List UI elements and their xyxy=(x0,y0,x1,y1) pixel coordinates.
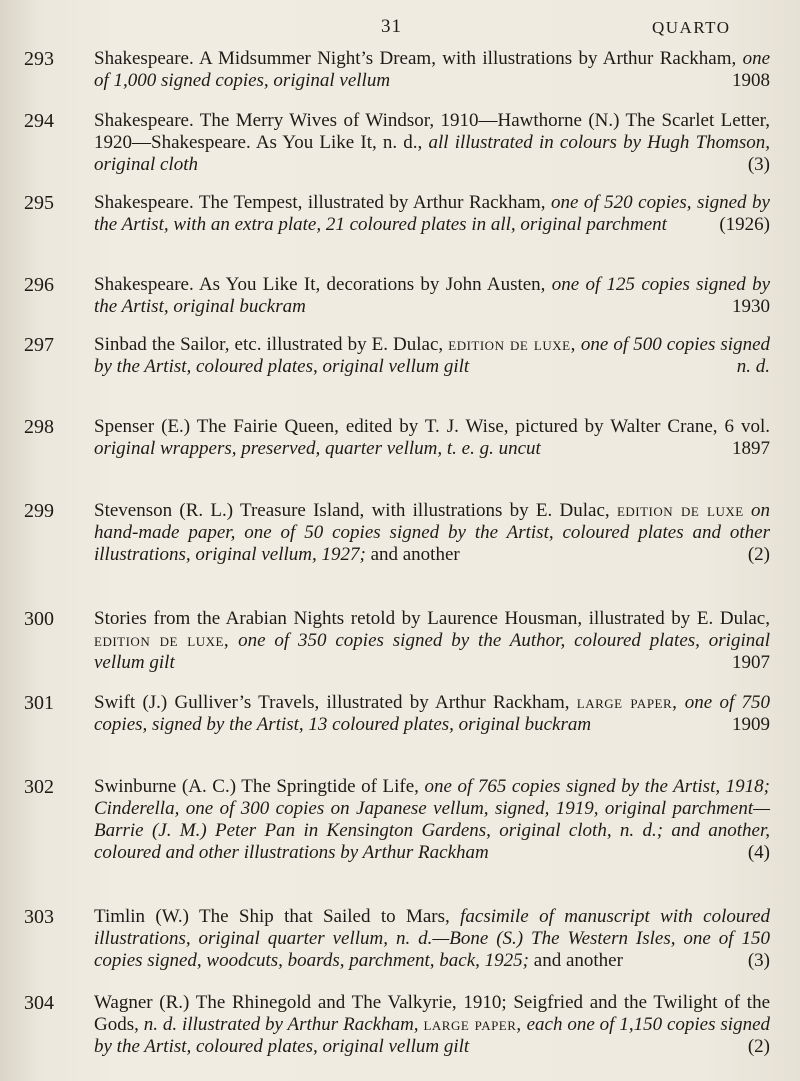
lot-smallcaps: large paper, xyxy=(423,1014,522,1035)
lot-smallcaps: edition de luxe xyxy=(616,500,744,521)
lot-number: 297 xyxy=(24,334,54,356)
lot-description xyxy=(74,500,770,566)
lot-quantity: (2) xyxy=(747,544,770,565)
lot-smallcaps: edition de luxe, xyxy=(94,630,230,651)
lot-number: 303 xyxy=(24,906,54,928)
lot-description xyxy=(74,692,770,736)
lot-text: Timlin (W.) The Ship that Sailed to Mars, xyxy=(94,906,450,927)
lot-description xyxy=(74,776,770,864)
lot-italic: n. d. illustrated by Arthur Rackham, xyxy=(143,1014,419,1035)
lot-text: Swinburne (A. C.) The Springtide of Life, xyxy=(94,776,419,797)
lot-italic: on hand-made paper, one of 50 copies signed by the Artist, coloured plates and other illustrations, original vellum, 1927; xyxy=(94,500,770,565)
lot-number: 298 xyxy=(24,416,54,438)
section-title: QUARTO xyxy=(652,18,731,37)
lot-text: Shakespeare. A Midsummer Night’s Dream, with illustrations by Arthur Rackham, xyxy=(94,48,737,69)
lot-tail: and another xyxy=(533,950,623,971)
lot-smallcaps: large paper, xyxy=(576,692,678,713)
lot-description xyxy=(74,274,770,318)
lot-date: (1926) xyxy=(719,214,770,235)
lot-text: Stevenson (R. L.) Treasure Island, with illustrations by E. Dulac, xyxy=(94,500,610,521)
lot-quantity: (3) xyxy=(747,154,770,175)
lot-number: 293 xyxy=(24,48,54,70)
lot-number: 302 xyxy=(24,776,54,798)
lot-description xyxy=(74,608,770,674)
lot-italic: one of 520 copies, signed by the Artist, with an extra plate, 21 coloured plates in all, original parchment xyxy=(94,192,770,235)
lot-italic: original wrappers, preserved, quarter vellum, t. e. g. uncut xyxy=(94,438,541,459)
lot-number: 301 xyxy=(24,692,54,714)
lot-quantity: (2) xyxy=(747,1036,770,1057)
lot-date: 1930 xyxy=(732,296,770,317)
lot-date: n. d. xyxy=(736,356,770,377)
lot-number: 304 xyxy=(24,992,54,1014)
lot-quantity: (3) xyxy=(747,950,770,971)
lot-italic: one of 765 copies signed by the Artist, 1918; Cinderella, one of 300 copies on Japanese vellum, signed, 1919, original parchment—Barrie (J. M.) Peter Pan in Kensington Gardens, original cloth, n. d.; and another, coloured and other illustrations by Arthur Rackham xyxy=(94,776,771,863)
lot-italic: one of 500 copies signed by the Artist, coloured plates, original vellum gilt xyxy=(94,334,771,377)
lot-description xyxy=(74,48,770,92)
lot-text: Shakespeare. The Merry Wives of Windsor, 1910—Hawthorne (N.) The Scarlet Letter, 1920—Shakespeare. As You Like It, n. d., xyxy=(94,110,770,153)
page-header xyxy=(0,16,800,40)
lot-text: Stories from the Arabian Nights retold by Laurence Housman, illustrated by E. Dulac, xyxy=(94,608,770,629)
lot-italic: one of 1,000 signed copies, original vellum xyxy=(94,48,771,91)
lot-number: 294 xyxy=(24,110,54,132)
lot-number: 295 xyxy=(24,192,54,214)
lot-text: Swift (J.) Gulliver’s Travels, illustrated by Arthur Rackham, xyxy=(94,692,570,713)
lot-number: 299 xyxy=(24,500,54,522)
lot-description xyxy=(74,906,770,972)
lot-text: Sinbad the Sailor, etc. illustrated by E. Dulac, xyxy=(94,334,444,355)
lot-italic: facsimile of manuscript with coloured illustrations, original quarter vellum, n. d.—Bone (S.) The Western Isles, one of 150 copies signed, woodcuts, boards, parchment, back, 1925; xyxy=(94,906,770,971)
lot-text: Wagner (R.) The Rhinegold and The Valkyrie, 1910; Seigfried and the Twilight of the Gods, xyxy=(94,992,770,1035)
lot-number: 296 xyxy=(24,274,54,296)
lot-description xyxy=(74,110,770,176)
lot-italic: all illustrated in colours by Hugh Thomson, original cloth xyxy=(94,132,770,175)
lot-text: Shakespeare. The Tempest, illustrated by Arthur Rackham, xyxy=(94,192,546,213)
lot-text: Spenser (E.) The Fairie Queen, edited by T. J. Wise, pictured by Walter Crane, 6 vol. xyxy=(94,416,770,437)
lot-italic: one of 750 copies, signed by the Artist, 13 coloured plates, original buckram xyxy=(94,692,771,735)
lot-smallcaps: edition de luxe, xyxy=(448,334,576,355)
lot-italic: one of 125 copies signed by the Artist, original buckram xyxy=(94,274,771,317)
lot-description xyxy=(74,334,770,378)
lot-date: 1907 xyxy=(732,652,770,673)
lot-text: Shakespeare. As You Like It, decorations by John Austen, xyxy=(94,274,546,295)
lot-description xyxy=(74,192,770,236)
lot-date: 1909 xyxy=(732,714,770,735)
lot-date: 1908 xyxy=(732,70,770,91)
lot-tail: and another xyxy=(370,544,460,565)
page-number: 31 xyxy=(381,16,402,37)
lot-quantity: (4) xyxy=(747,842,770,863)
lot-date: 1897 xyxy=(732,438,770,459)
lot-italic: one of 350 copies signed by the Author, coloured plates, original vellum gilt xyxy=(94,630,771,673)
lot-description xyxy=(74,416,770,460)
lot-description xyxy=(74,992,770,1058)
lot-number: 300 xyxy=(24,608,54,630)
lot-italic-2: each one of 1,150 copies signed by the Artist, coloured plates, original vellum gilt xyxy=(94,1014,770,1057)
